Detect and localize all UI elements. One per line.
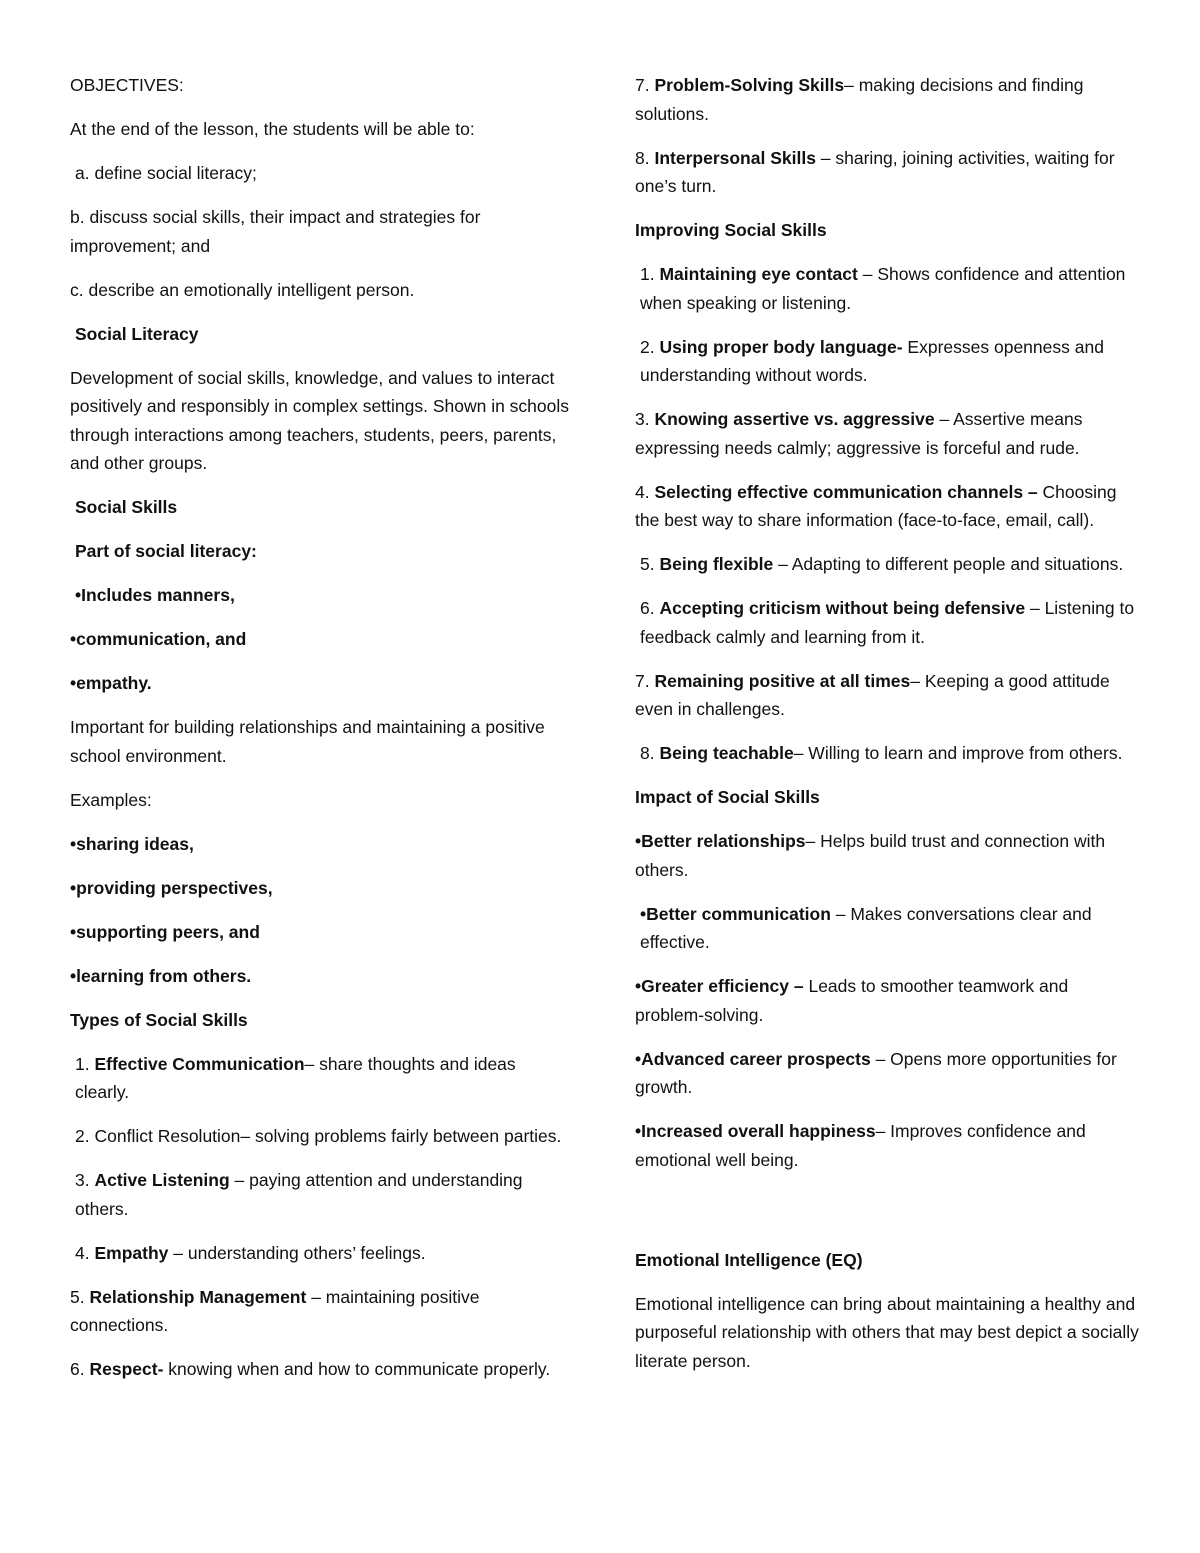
type-item: 4. Empathy – understanding others’ feelings. <box>75 1242 426 1263</box>
type-item: 3. Active Listening – paying attention and understanding others. <box>75 1170 523 1219</box>
social-skills-item: • empathy. <box>70 669 570 698</box>
objective-a: a. define social literacy; <box>75 163 257 183</box>
type-item: 2. Conflict Resolution– solving problems fairly between parties. <box>75 1126 562 1146</box>
type-item: 1. Effective Communication– share thoughts and ideas clearly. <box>75 1053 516 1102</box>
importance-text: Important for building relationships and maintaining a positive school environment. <box>70 717 545 766</box>
impact-item: • Increased overall happiness– Improves confidence and emotional well being. <box>635 1117 1140 1174</box>
social-skills-item: • Includes manners, <box>70 581 570 610</box>
objectives-intro: At the end of the lesson, the students will be able to: <box>70 119 475 139</box>
spacer <box>635 1190 1140 1246</box>
example-item: • providing perspectives, <box>70 874 570 903</box>
example-item: • supporting peers, and <box>70 918 570 947</box>
improving-item: 8. Being teachable– Willing to learn and improve from others. <box>640 743 1123 763</box>
improving-heading: Improving Social Skills <box>635 220 827 240</box>
improving-item: 2. Using proper body language- Expresses openness and understanding without words. <box>640 336 1104 385</box>
type-item: 6. Respect- knowing when and how to communicate properly. <box>70 1359 551 1379</box>
improving-item: 6. Accepting criticism without being defensive – Listening to feedback calmly and learning from it. <box>640 598 1135 647</box>
objective-c: c. describe an emotionally intelligent person. <box>70 279 415 300</box>
left-column <box>70 71 570 1399</box>
types-heading: Types of Social Skills <box>70 1009 248 1030</box>
social-literacy-text: Development of social skills, knowledge, and values to interact positively and responsibly in complex settings. Shown in schools through interactions among teachers, students, peers, parents, and other groups. <box>70 367 570 473</box>
improving-item: 4. Selecting effective communication channels – Choosing the best way to share information (face-to-face, email, call). <box>635 481 1117 530</box>
example-item: • sharing ideas, <box>70 830 570 859</box>
type-item: 8. Interpersonal Skills – sharing, joining activities, waiting for one’s turn. <box>635 147 1115 196</box>
impact-heading: Impact of Social Skills <box>635 787 820 807</box>
impact-item: • Advanced career prospects – Opens more opportunities for growth. <box>635 1045 1140 1102</box>
eq-text: Emotional intelligence can bring about maintaining a healthy and purposeful relationship with others that may best depict a socially literate person. <box>635 1293 1139 1371</box>
impact-item: • Better relationships– Helps build trust and connection with others. <box>635 827 1140 884</box>
improving-item: 3. Knowing assertive vs. aggressive – Assertive means expressing needs calmly; aggressive is forceful and rude. <box>635 409 1083 458</box>
social-literacy-heading: Social Literacy <box>75 323 199 344</box>
improving-item: 7. Remaining positive at all times– Keeping a good attitude even in challenges. <box>635 670 1110 719</box>
objective-b: b. discuss social skills, their impact and strategies for improvement; and <box>70 207 481 256</box>
right-column <box>635 71 1140 1391</box>
eq-heading: Emotional Intelligence (EQ) <box>635 1249 863 1270</box>
social-skills-part: Part of social literacy: <box>75 541 257 561</box>
social-skills-item: • communication, and <box>70 625 570 654</box>
improving-item: 5. Being flexible – Adapting to different people and situations. <box>640 554 1124 574</box>
impact-item: • Greater efficiency – Leads to smoother teamwork and problem-solving. <box>635 972 1140 1029</box>
improving-item: 1. Maintaining eye contact – Shows confidence and attention when speaking or listening. <box>640 264 1126 313</box>
type-item: 7. Problem-Solving Skills– making decisions and finding solutions. <box>635 75 1084 124</box>
example-item: • learning from others. <box>70 962 570 991</box>
examples-label: Examples: <box>70 789 152 810</box>
objectives-heading: OBJECTIVES: <box>70 75 184 95</box>
impact-item: • Better communication – Makes conversations clear and effective. <box>635 900 1140 957</box>
social-skills-heading: Social Skills <box>75 497 178 517</box>
type-item: 5. Relationship Management – maintaining positive connections. <box>70 1286 480 1335</box>
